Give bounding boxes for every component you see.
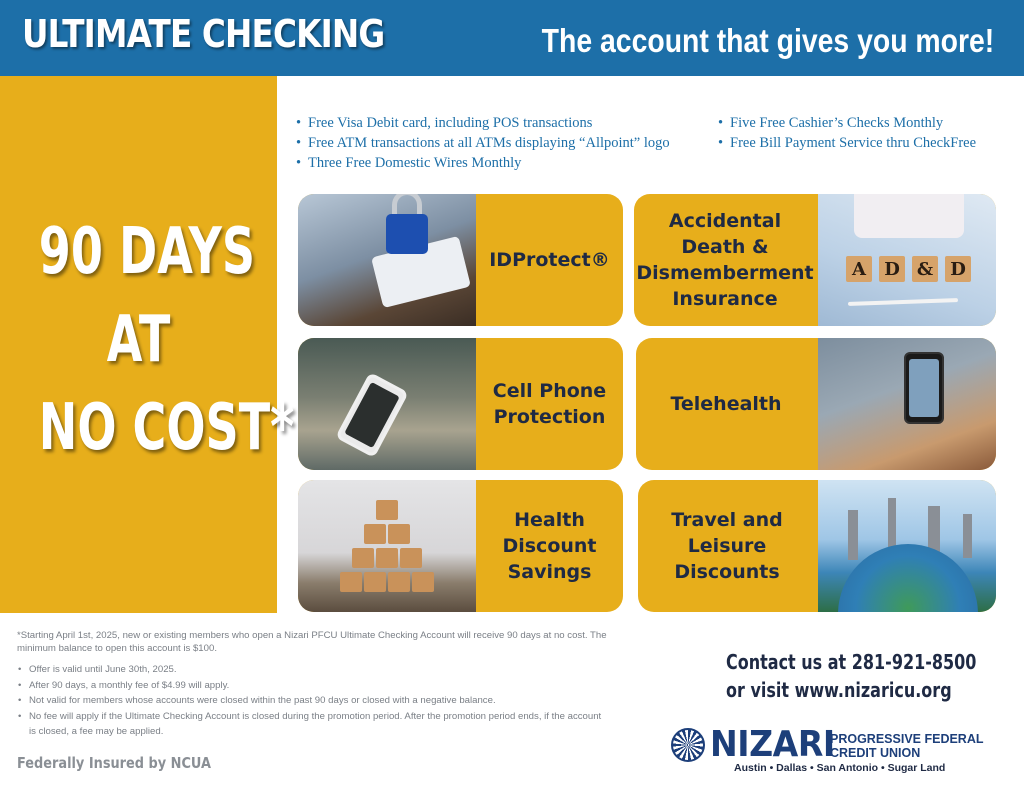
disclaimer-item: • Offer is valid until June 30th, 2025. [17, 662, 607, 678]
landmark-shape [963, 514, 972, 558]
benefit-label-line: Health [514, 509, 585, 531]
phone-screen [344, 382, 399, 448]
block-shape [364, 524, 386, 544]
header-tagline: The account that gives you more! [541, 22, 994, 59]
benefit-label-idprotect [476, 194, 623, 326]
benefit-label-line: Discounts [674, 561, 780, 583]
benefit-card-cell-phone [298, 338, 623, 470]
block-shape [376, 500, 398, 520]
promo-line-1: 90 DAYS [38, 215, 256, 289]
lock-shackle-shape [392, 194, 422, 216]
feature-list-right [718, 113, 1018, 153]
letter-block: D [879, 256, 905, 282]
block-shape [412, 572, 434, 592]
promo-headline [0, 208, 295, 472]
disclaimer [17, 629, 607, 740]
promo-panel [0, 76, 295, 613]
disclaimer-list [17, 662, 607, 740]
disclaimer-item: • After 90 days, a monthly fee of $4.99 will apply. [17, 678, 607, 694]
disclaimer-item: • Not valid for members whose accounts were closed within the past 90 days or closed with a negative balance. [17, 693, 607, 709]
benefit-label-line: Insurance [672, 288, 778, 310]
contact-info [700, 648, 977, 704]
feature-item: • Three Free Domestic Wires Monthly [296, 153, 716, 173]
landmark-shape [848, 510, 858, 560]
phone-shape [335, 372, 409, 458]
video-doctor-icon [818, 338, 996, 470]
block-shape [388, 524, 410, 544]
contact-website[interactable]: or visit www.nizaricu.org [726, 678, 952, 702]
page-title: ULTIMATE CHECKING [22, 12, 385, 56]
benefit-label-cell-phone [476, 338, 623, 470]
benefit-label-line: Protection [493, 406, 606, 428]
logo-subtitle-line: CREDIT UNION [830, 746, 921, 760]
feature-item: • Free Visa Debit card, including POS transactions [296, 113, 716, 133]
globe-shape [838, 544, 978, 612]
benefit-label-line: Telehealth [670, 393, 782, 415]
benefit-card-telehealth [636, 338, 996, 470]
benefit-card-idprotect [298, 194, 623, 326]
block-shape [340, 572, 362, 592]
phone-shape [904, 352, 944, 424]
disclaimer-item: • No fee will apply if the Ultimate Checking Account is closed during the promotion period. After the promotion period ends, if the account is closed, a fee may be applied. [17, 709, 607, 740]
feature-item: • Free ATM transactions at all ATMs displaying “Allpoint” logo [296, 133, 716, 153]
benefit-label-line: Travel and [671, 509, 783, 531]
promo-line-2: AT [106, 303, 171, 377]
benefit-label-travel-leisure [638, 480, 816, 612]
benefit-label-add [634, 194, 816, 326]
pen-shape [848, 298, 958, 306]
block-shape [388, 572, 410, 592]
branch-cities: Austin • Dallas • San Antonio • Sugar Land [734, 762, 946, 774]
globe-landmarks-icon [818, 480, 996, 612]
feature-item: • Five Free Cashier’s Checks Monthly [718, 113, 1018, 133]
benefit-card-add-insurance [634, 194, 996, 326]
header-banner [0, 0, 1024, 76]
nizari-logo-icon [671, 728, 705, 762]
promo-line-3: NO COST* [38, 391, 295, 465]
block-shape [352, 548, 374, 568]
benefit-label-line: Savings [507, 561, 592, 583]
wallet-lock-icon [298, 194, 476, 326]
disclaimer-intro: *Starting April 1st, 2025, new or existing members who open a Nizari PFCU Ultimate Checking Account will receive 90 days at no cost. The minimum balance to open this account is $100. [17, 630, 607, 654]
dropped-phone-icon [298, 338, 476, 470]
ncua-notice: Federally Insured by NCUA [17, 754, 211, 772]
letter-block: D [945, 256, 971, 282]
benefit-label-line: Death & [681, 236, 769, 258]
benefit-label-line: IDProtect® [489, 249, 610, 271]
health-blocks-icon [298, 480, 476, 612]
calculator-shape [854, 194, 964, 238]
logo-wordmark: NIZARI [710, 724, 835, 765]
logo-subtitle-line: PROGRESSIVE FEDERAL [830, 732, 984, 746]
phone-screen [909, 359, 939, 417]
feature-list-left [296, 113, 716, 173]
benefit-label-line: Leisure [687, 535, 767, 557]
block-shape [364, 572, 386, 592]
benefit-card-health-discount [298, 480, 623, 612]
letter-block: & [912, 256, 938, 282]
padlock-shape [386, 214, 428, 254]
benefit-label-health-discount [476, 480, 623, 612]
add-blocks-icon [818, 194, 996, 326]
benefit-label-line: Accidental [668, 210, 782, 232]
benefit-label-line: Discount [502, 535, 597, 557]
letter-block: A [846, 256, 872, 282]
benefit-label-telehealth [636, 338, 816, 470]
contact-phone[interactable]: Contact us at 281-921-8500 [726, 650, 977, 674]
feature-item: • Free Bill Payment Service thru CheckFree [718, 133, 1018, 153]
block-shape [400, 548, 422, 568]
block-shape [376, 548, 398, 568]
benefit-label-line: Dismemberment [636, 262, 814, 284]
logo-subtitle [830, 732, 984, 760]
benefit-card-travel-leisure [638, 480, 996, 612]
benefit-label-line: Cell Phone [492, 380, 607, 402]
